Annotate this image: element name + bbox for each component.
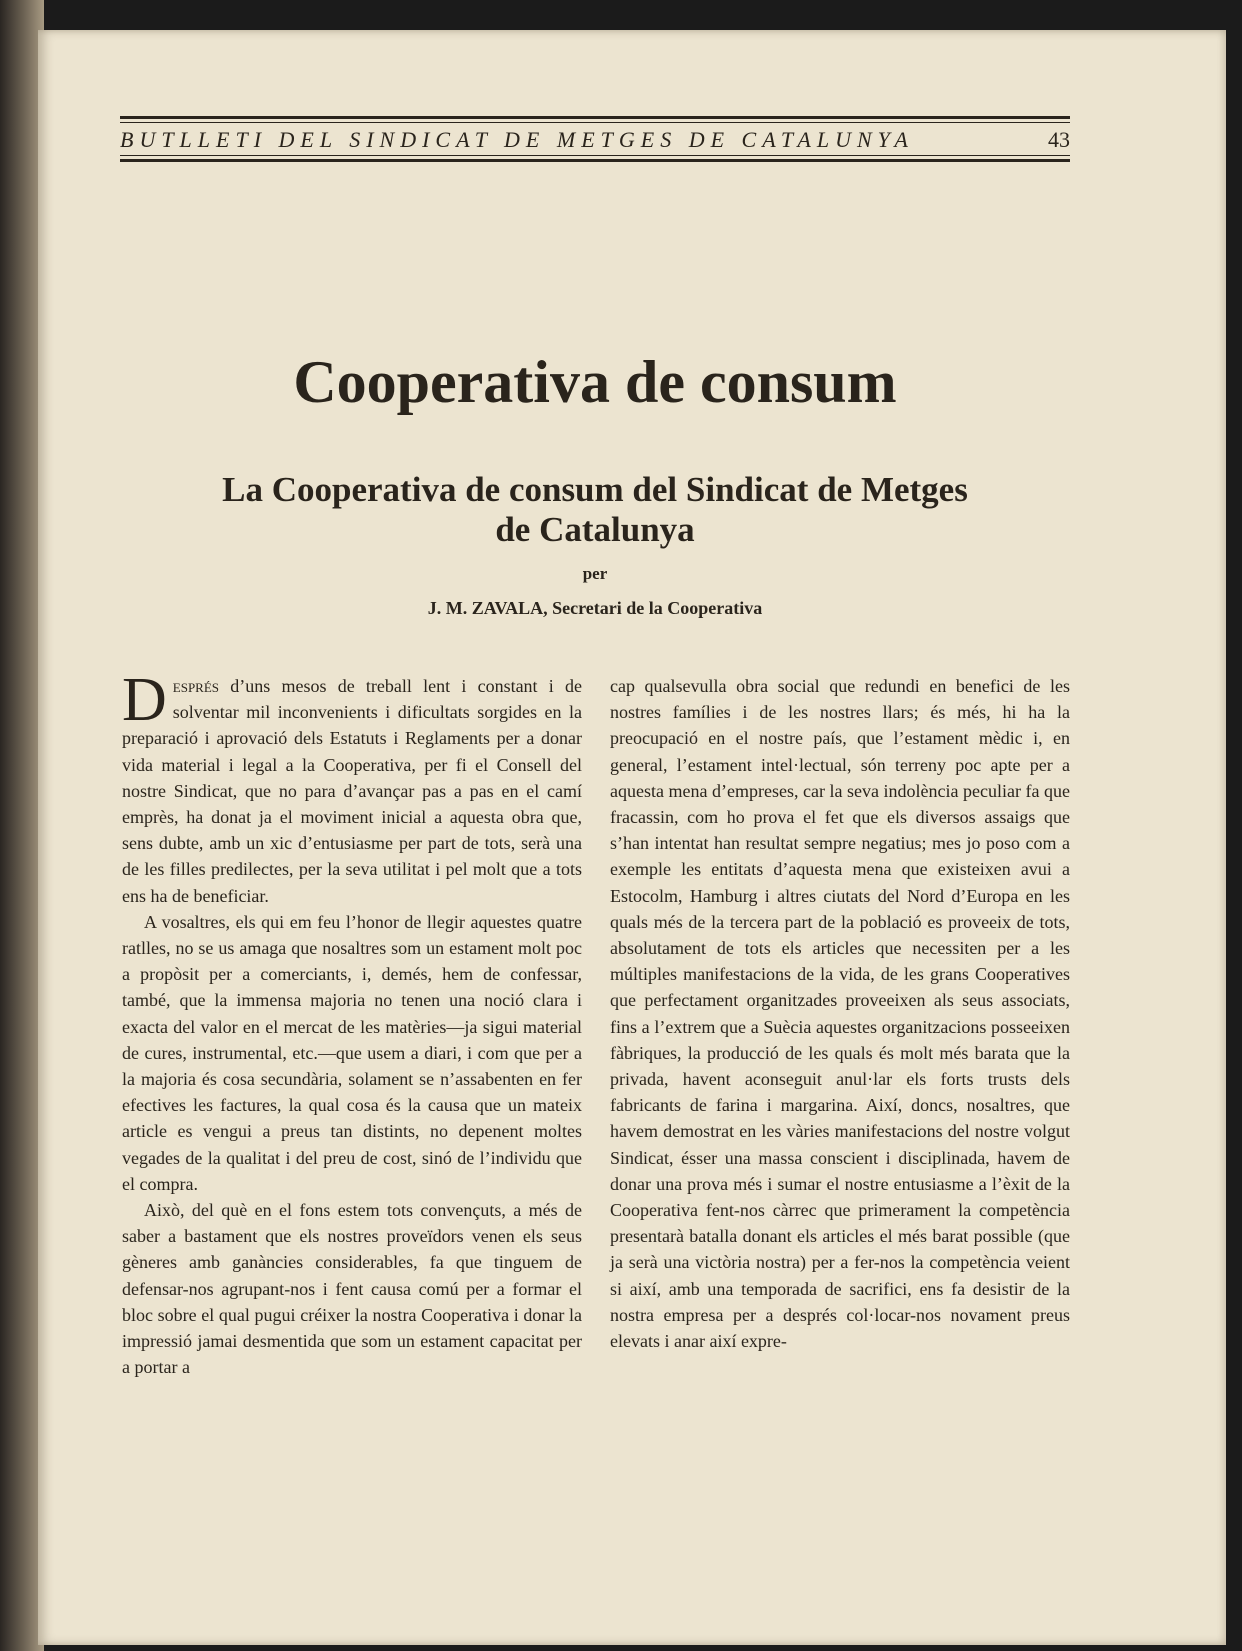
paragraph: cap qualsevulla obra social que redundi en benefici de les nostres famílies i de les nostres llars; és més, hi ha la preocupació en el nostre país, que l’estament mèdic i, en general, l’estament intel·lectual, són terreny poc apte per a aquesta mena d’empreses, car la seva indolència peculiar fa que fracassin, com ho prova el fet que els diversos assaigs que s’han intentat han resultat sempre negatius; mes jo poso com a exemple les entitats d’aquesta mena que existeixen avui a Estocolm, Hamburg i altres ciutats del Nord d’Europa en les quals més de la tercera part de la població es proveeix de tots, absolutament de tots els articles que necessiten per a les múltiples manifestacions de la vida, de les grans Cooperatives que perfectament organitzades proveeixen als seus associats, fins a l’extrem que a Suècia aquestes organitzacions posseeixen fàbriques, la producció de les quals és molt més barata que la privada, havent aconseguit anul·lar els forts trusts dels fabricants de farina i margarina. Així, doncs, nosaltres, que havem demostrat en les vàries manifestacions del nostre volgut Sindicat, ésser una massa conscient i disciplinada, havem de donar una prova més i sumar el nostre entusiasme a l’èxit de la Cooperativa fent-nos càrrec que primerament la competència presentarà batalla donant els articles el més barat possible (que ja serà una victòria nostra) per a fer-nos la competència veient si així, amb una temporada de sacrifici, ens fa desistir de la nostra empresa per a després col·locar-nos novament preus elevats i anar així expre- [610,676,1070,1352]
paragraph: Això, del què en el fons estem tots convençuts, a més de saber a bastament que els nostres proveïdors venen els seus gèneres amb ganàncies considerables, fa que tinguem de defensar-nos agrupant-nos i fent causa comú per a formar el bloc sobre el qual pugui créixer la nostra Cooperativa i donar la impressió jamai desmentida que som un estament capacitat per a portar a [122,1200,582,1378]
byline-per: per [582,564,608,583]
drop-cap: D [122,666,167,734]
subtitle-line-2: de Catalunya [495,510,695,549]
paragraph [122,666,583,909]
text-column-right [610,673,1070,1354]
subtitle-line-1: La Cooperativa de consum del Sindicat de Metges [222,470,968,509]
paragraph-text: d’uns mesos de treball lent i constant i de solventar mil inconvenients i dificultats sorgides en la preparació i aprovació dels Estatuts i Reglaments per a donar vida material i legal a la Cooperativa, per fi el Consell del nostre Sindicat, que no para d’avançar pas a pas en el camí emprès, ha donat ja el moviment inicial a aquesta obra que, sens dubte, amb un xic d’entusiasme per part de tots, serà una de les filles predilectes, per la seva utilitat i pel molt que a tots ens ha de beneficiar. [122,676,583,906]
paragraph: A vosaltres, els qui em feu l’honor de llegir aquestes quatre ratlles, no se us amaga que nosaltres som un estament molt poc a propòsit per a comerciants, i, demés, hem de confessar, també, que la immensa majoria no tenen una noció clara i exacta del valor en el mercat de les matèries—ja sigui material de cures, instrumental, etc.—que usem a diari, i com que per a la majoria és cosa secundària, solament se n’assabenten en fer efectives les factures, la qual cosa és la causa que un mateix article es vengui a preus tan distints, no depenent moltes vegades de la qualitat i del preu de cost, sinó de l’individu que el compra. [122,911,582,1194]
text-column-left [122,666,583,1380]
journal-title: BUTLLETI DEL SINDICAT DE METGES DE CATALUNYA [120,127,914,152]
header-rule [120,155,1070,156]
header-rule [120,116,1070,119]
article-subtitle [120,470,1070,550]
author-byline: J. M. ZAVALA, Secretari de la Cooperativa [427,598,763,618]
page-number: 43 [1048,127,1070,152]
running-header [120,116,1070,162]
header-row [120,123,1070,155]
header-rule [120,159,1070,162]
journal-page [38,30,1226,1645]
first-word-rest: esprés [172,676,220,696]
article-title: Cooperativa de consum [293,349,897,415]
